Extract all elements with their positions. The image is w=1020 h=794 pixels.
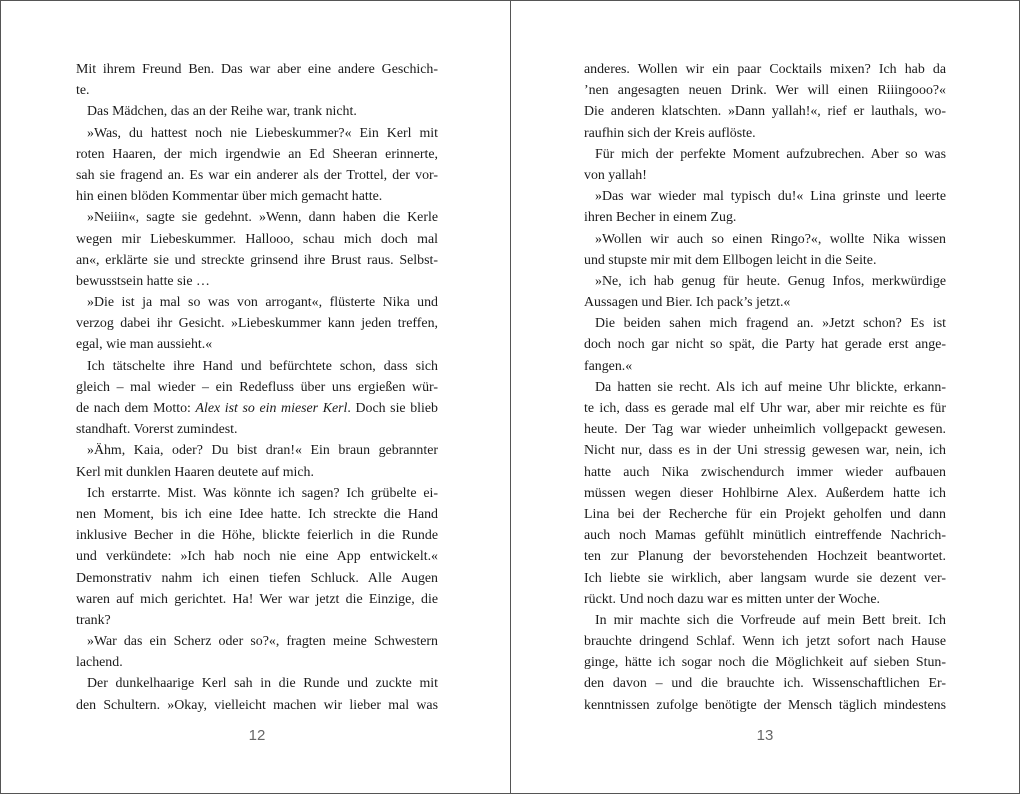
right-page-number: 13 bbox=[756, 727, 774, 744]
text-line: trank? bbox=[76, 612, 111, 628]
text-line: »Ähm, Kaia, oder? Du bist dran!« Ein braun gebrannter bbox=[87, 443, 438, 459]
text-line: den davon – und die brauchte ich. Wissenschaftlichen Er- bbox=[584, 676, 946, 692]
gutter-divider bbox=[510, 0, 511, 794]
text-line: »Was, du hattest noch nie Liebeskummer?« Ein Kerl mit bbox=[87, 125, 438, 141]
text-line: Für mich der perfekte Moment aufzubrechen. Aber so was bbox=[595, 146, 946, 162]
text-line: »Neiiin«, sagte sie gedehnt. »Wenn, dann haben die Kerle bbox=[87, 210, 438, 226]
left-page-text bbox=[76, 59, 438, 716]
left-page-lines bbox=[76, 59, 438, 716]
text-line: müssen wegen dieser Hohlbirne Alex. Außerdem hatte ich bbox=[584, 485, 946, 501]
text-line: »Das war wieder mal typisch du!« Lina grinste und leerte bbox=[595, 189, 946, 205]
text-line: te. bbox=[76, 83, 90, 99]
text-line: standhaft. Vorerst zumindest. bbox=[76, 422, 238, 438]
text-line: auch noch Mamas gefühlt minütlich eintreffende Nachrich- bbox=[584, 528, 946, 544]
text-line: Lina bei der Recherche für ein Projekt geholfen und dann bbox=[584, 506, 946, 522]
left-page-number: 12 bbox=[248, 727, 266, 744]
text-line: ihren Becher in einem Zug. bbox=[584, 210, 737, 226]
text-line: sah sie fragend an. Es war ein anderer als der Trottel, der vor- bbox=[76, 167, 438, 183]
text-line: verzog dabei ihr Gesicht. »Liebeskummer kann jeden treffen, bbox=[76, 316, 438, 332]
text-line: Aussagen und Bier. Ich pack’s jetzt.« bbox=[584, 295, 791, 311]
text-line: »Ne, ich hab genug für heute. Genug Infos, merkwürdige bbox=[595, 273, 946, 289]
text-line: raufhin sich der Kreis auflöste. bbox=[584, 125, 756, 141]
text-line: hatte auch Nika zwischendurch immer wieder aufbauen bbox=[584, 464, 946, 480]
text-line: Der dunkelhaarige Kerl sah in die Runde und zuckte mit bbox=[87, 676, 438, 692]
text-line: inklusive Becher in die Höhe, blickte feierlich in die Runde bbox=[76, 528, 438, 544]
text-line: Nicht nur, dass es in der Uni stressig gewesen war, nein, ich bbox=[584, 443, 946, 459]
text-line: kenntnissen zufolge benötigte der Mensch täglich mindestens bbox=[584, 697, 946, 713]
text-line: Demonstrativ nahm ich einen tiefen Schluck. Alle Augen bbox=[76, 570, 438, 586]
text-line: ’nen angesagten neuen Drink. Wer will einen Riiingooo?« bbox=[584, 83, 946, 99]
text-line: lachend. bbox=[76, 655, 123, 671]
text-line: hin einen blöden Kommentar über mich gemacht hatte. bbox=[76, 189, 383, 205]
right-page-lines bbox=[584, 59, 946, 716]
text-line: Die beiden sahen mich fragend an. »Jetzt schon? Es ist bbox=[595, 316, 946, 332]
text-line: doch noch gar nicht so spät, die Party hat gerade erst ange- bbox=[584, 337, 946, 353]
text-line: nen Moment, bis ich eine Idee hatte. Ich streckte die Hand bbox=[76, 506, 438, 522]
text-line: gleich – mal wieder – ein Redefluss über uns ergießen wür- bbox=[76, 379, 438, 395]
text-line: und verkündete: »Ich hab noch nie eine App entwickelt.« bbox=[76, 549, 438, 565]
text-line: egal, wie man aussieht.« bbox=[76, 337, 213, 353]
text-line: te ich, dass es gerade mal elf Uhr war, aber mir reichte es für bbox=[584, 401, 946, 416]
text-line: Die anderen klatschten. »Dann yallah!«, rief er lauthals, wo- bbox=[584, 104, 946, 120]
text-line: de nach dem Motto: Alex ist so ein mieser Kerl. Doch sie blieb bbox=[76, 401, 438, 416]
text-line: Da hatten sie recht. Als ich auf meine Uhr blickte, erkann- bbox=[595, 379, 946, 395]
text-line: ginge, hätte ich sogar noch die Möglichkeit auf sieben Stun- bbox=[584, 655, 946, 671]
text-line: »War das ein Scherz oder so?«, fragten meine Schwestern bbox=[87, 634, 438, 650]
text-line: ten zur Planung der bevorstehenden Hochzeit beantwortet. bbox=[584, 549, 946, 565]
text-line: In mir machte sich die Vorfreude auf mein Bett breit. Ich bbox=[595, 612, 946, 628]
text-line: Mit ihrem Freund Ben. Das war aber eine andere Geschich- bbox=[76, 62, 438, 77]
text-line: Ich liebte sie wirklich, aber langsam wurde sie dezent ver- bbox=[584, 570, 946, 586]
text-line: Ich tätschelte ihre Hand und befürchtete schon, dass sich bbox=[87, 358, 438, 374]
text-line: Ich erstarrte. Mist. Was könnte ich sagen? Ich grübelte ei- bbox=[87, 485, 438, 501]
text-line: Kerl mit dunklen Haaren deutete auf mich. bbox=[76, 464, 314, 480]
right-page-text bbox=[584, 59, 946, 716]
text-line: heute. Der Tag war wieder unheimlich vollgepackt gewesen. bbox=[584, 422, 946, 438]
text-line: roten Haaren, der mich irgendwie an Ed Sheeran erinnerte, bbox=[76, 146, 438, 162]
text-line: fangen.« bbox=[584, 358, 633, 374]
text-line: und stupste mir mit dem Ellbogen leicht in die Seite. bbox=[584, 252, 877, 268]
text-line: den Schultern. »Okay, vielleicht machen wir lieber mal was bbox=[76, 697, 438, 713]
text-line: »Die ist ja mal so was von arrogant«, flüsterte Nika und bbox=[87, 295, 438, 311]
text-line: anderes. Wollen wir ein paar Cocktails mixen? Ich hab da bbox=[584, 62, 946, 77]
text-line: rückt. Und noch dazu war es mitten unter der Woche. bbox=[584, 591, 881, 607]
text-line: waren auf mich gerichtet. Ha! Wer war jetzt die Einzige, die bbox=[76, 591, 438, 607]
text-line: an«, erklärte sie und streckte grinsend ihre Brust raus. Selbst- bbox=[76, 252, 438, 268]
text-line: brauchte dringend Schlaf. Wenn ich jetzt sofort nach Hause bbox=[584, 634, 946, 650]
text-line: von yallah! bbox=[584, 167, 647, 183]
text-line: bewusstsein hatte sie … bbox=[76, 273, 210, 289]
text-line: »Wollen wir auch so einen Ringo?«, wollte Nika wissen bbox=[595, 231, 946, 247]
text-line: Das Mädchen, das an der Reihe war, trank nicht. bbox=[87, 104, 357, 120]
text-line: wegen mir Liebeskummer. Hallooo, schau mich doch mal bbox=[76, 231, 438, 247]
